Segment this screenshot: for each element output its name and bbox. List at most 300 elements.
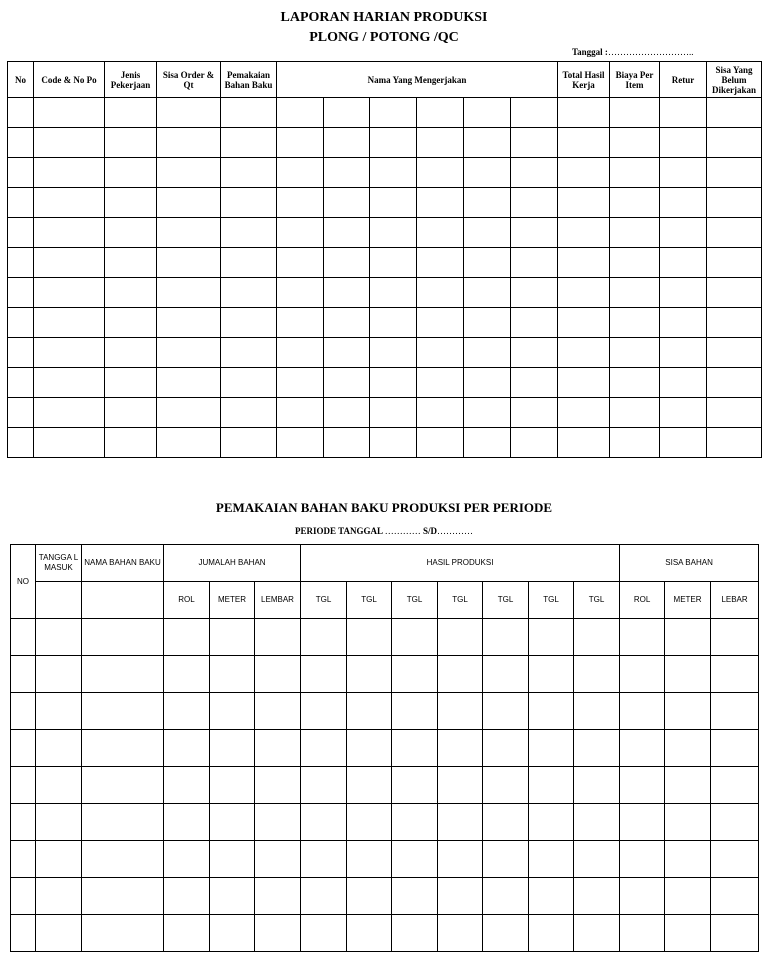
- empty-cell[interactable]: [277, 218, 324, 248]
- empty-cell[interactable]: [464, 128, 511, 158]
- empty-cell[interactable]: [36, 656, 82, 693]
- empty-cell[interactable]: [574, 767, 620, 804]
- empty-cell[interactable]: [370, 188, 417, 218]
- empty-cell[interactable]: [11, 767, 36, 804]
- empty-cell[interactable]: [620, 915, 665, 952]
- empty-cell[interactable]: [660, 428, 707, 458]
- empty-cell[interactable]: [392, 693, 438, 730]
- empty-cell[interactable]: [210, 656, 255, 693]
- empty-cell[interactable]: [105, 368, 157, 398]
- empty-cell[interactable]: [660, 218, 707, 248]
- empty-cell[interactable]: [707, 248, 762, 278]
- empty-cell[interactable]: [707, 308, 762, 338]
- empty-cell[interactable]: [558, 248, 610, 278]
- empty-cell[interactable]: [34, 398, 105, 428]
- empty-cell[interactable]: [255, 693, 301, 730]
- empty-cell[interactable]: [574, 693, 620, 730]
- empty-cell[interactable]: [392, 915, 438, 952]
- empty-cell[interactable]: [438, 656, 483, 693]
- empty-cell[interactable]: [392, 804, 438, 841]
- empty-cell[interactable]: [529, 730, 574, 767]
- empty-cell[interactable]: [464, 278, 511, 308]
- empty-cell[interactable]: [711, 878, 759, 915]
- empty-cell[interactable]: [707, 218, 762, 248]
- empty-cell[interactable]: [82, 804, 164, 841]
- empty-cell[interactable]: [8, 278, 34, 308]
- empty-cell[interactable]: [558, 128, 610, 158]
- empty-cell[interactable]: [221, 308, 277, 338]
- empty-cell[interactable]: [324, 338, 370, 368]
- empty-cell[interactable]: [660, 188, 707, 218]
- empty-cell[interactable]: [36, 693, 82, 730]
- empty-cell[interactable]: [574, 656, 620, 693]
- empty-cell[interactable]: [11, 915, 36, 952]
- empty-cell[interactable]: [464, 368, 511, 398]
- empty-cell[interactable]: [610, 158, 660, 188]
- empty-cell[interactable]: [347, 841, 392, 878]
- empty-cell[interactable]: [417, 248, 464, 278]
- empty-cell[interactable]: [105, 278, 157, 308]
- empty-cell[interactable]: [511, 248, 558, 278]
- empty-cell[interactable]: [34, 338, 105, 368]
- empty-cell[interactable]: [370, 428, 417, 458]
- empty-cell[interactable]: [558, 98, 610, 128]
- empty-cell[interactable]: [301, 656, 347, 693]
- empty-cell[interactable]: [574, 841, 620, 878]
- empty-cell[interactable]: [711, 656, 759, 693]
- empty-cell[interactable]: [529, 619, 574, 656]
- empty-cell[interactable]: [464, 98, 511, 128]
- empty-cell[interactable]: [370, 278, 417, 308]
- empty-cell[interactable]: [324, 188, 370, 218]
- empty-cell[interactable]: [438, 915, 483, 952]
- empty-cell[interactable]: [438, 767, 483, 804]
- empty-cell[interactable]: [164, 693, 210, 730]
- empty-cell[interactable]: [711, 915, 759, 952]
- empty-cell[interactable]: [529, 841, 574, 878]
- empty-cell[interactable]: [8, 398, 34, 428]
- empty-cell[interactable]: [610, 278, 660, 308]
- empty-cell[interactable]: [277, 398, 324, 428]
- empty-cell[interactable]: [610, 308, 660, 338]
- empty-cell[interactable]: [301, 804, 347, 841]
- empty-cell[interactable]: [392, 767, 438, 804]
- empty-cell[interactable]: [483, 878, 529, 915]
- empty-cell[interactable]: [660, 158, 707, 188]
- empty-cell[interactable]: [36, 841, 82, 878]
- empty-cell[interactable]: [574, 730, 620, 767]
- empty-cell[interactable]: [558, 338, 610, 368]
- empty-cell[interactable]: [105, 338, 157, 368]
- empty-cell[interactable]: [82, 767, 164, 804]
- empty-cell[interactable]: [511, 398, 558, 428]
- empty-cell[interactable]: [558, 368, 610, 398]
- empty-cell[interactable]: [157, 218, 221, 248]
- empty-cell[interactable]: [620, 767, 665, 804]
- empty-cell[interactable]: [157, 428, 221, 458]
- empty-cell[interactable]: [8, 428, 34, 458]
- empty-cell[interactable]: [558, 278, 610, 308]
- empty-cell[interactable]: [255, 656, 301, 693]
- empty-cell[interactable]: [36, 804, 82, 841]
- empty-cell[interactable]: [620, 619, 665, 656]
- empty-cell[interactable]: [417, 368, 464, 398]
- empty-cell[interactable]: [157, 368, 221, 398]
- empty-cell[interactable]: [347, 915, 392, 952]
- empty-cell[interactable]: [370, 398, 417, 428]
- empty-cell[interactable]: [511, 128, 558, 158]
- empty-cell[interactable]: [8, 128, 34, 158]
- empty-cell[interactable]: [255, 915, 301, 952]
- empty-cell[interactable]: [277, 128, 324, 158]
- empty-cell[interactable]: [417, 308, 464, 338]
- empty-cell[interactable]: [665, 804, 711, 841]
- empty-cell[interactable]: [529, 804, 574, 841]
- empty-cell[interactable]: [620, 878, 665, 915]
- empty-cell[interactable]: [105, 398, 157, 428]
- empty-cell[interactable]: [157, 158, 221, 188]
- empty-cell[interactable]: [707, 188, 762, 218]
- empty-cell[interactable]: [483, 804, 529, 841]
- empty-cell[interactable]: [157, 248, 221, 278]
- empty-cell[interactable]: [11, 841, 36, 878]
- empty-cell[interactable]: [417, 398, 464, 428]
- empty-cell[interactable]: [324, 308, 370, 338]
- empty-cell[interactable]: [255, 878, 301, 915]
- empty-cell[interactable]: [255, 767, 301, 804]
- empty-cell[interactable]: [665, 915, 711, 952]
- empty-cell[interactable]: [105, 428, 157, 458]
- empty-cell[interactable]: [157, 338, 221, 368]
- empty-cell[interactable]: [11, 878, 36, 915]
- empty-cell[interactable]: [529, 878, 574, 915]
- empty-cell[interactable]: [620, 693, 665, 730]
- empty-cell[interactable]: [301, 730, 347, 767]
- empty-cell[interactable]: [392, 878, 438, 915]
- empty-cell[interactable]: [157, 308, 221, 338]
- empty-cell[interactable]: [610, 368, 660, 398]
- empty-cell[interactable]: [370, 158, 417, 188]
- empty-cell[interactable]: [665, 656, 711, 693]
- empty-cell[interactable]: [36, 730, 82, 767]
- empty-cell[interactable]: [8, 188, 34, 218]
- empty-cell[interactable]: [301, 915, 347, 952]
- empty-cell[interactable]: [665, 693, 711, 730]
- empty-cell[interactable]: [324, 278, 370, 308]
- empty-cell[interactable]: [707, 158, 762, 188]
- empty-cell[interactable]: [8, 338, 34, 368]
- empty-cell[interactable]: [558, 188, 610, 218]
- empty-cell[interactable]: [221, 398, 277, 428]
- empty-cell[interactable]: [8, 158, 34, 188]
- empty-cell[interactable]: [464, 398, 511, 428]
- empty-cell[interactable]: [370, 248, 417, 278]
- empty-cell[interactable]: [483, 656, 529, 693]
- empty-cell[interactable]: [610, 128, 660, 158]
- empty-cell[interactable]: [164, 878, 210, 915]
- empty-cell[interactable]: [157, 98, 221, 128]
- empty-cell[interactable]: [707, 368, 762, 398]
- empty-cell[interactable]: [610, 248, 660, 278]
- empty-cell[interactable]: [438, 619, 483, 656]
- empty-cell[interactable]: [324, 218, 370, 248]
- empty-cell[interactable]: [34, 248, 105, 278]
- empty-cell[interactable]: [610, 338, 660, 368]
- empty-cell[interactable]: [558, 398, 610, 428]
- empty-cell[interactable]: [210, 767, 255, 804]
- empty-cell[interactable]: [164, 841, 210, 878]
- empty-cell[interactable]: [277, 368, 324, 398]
- empty-cell[interactable]: [164, 915, 210, 952]
- empty-cell[interactable]: [417, 338, 464, 368]
- empty-cell[interactable]: [34, 218, 105, 248]
- empty-cell[interactable]: [324, 128, 370, 158]
- empty-cell[interactable]: [574, 804, 620, 841]
- empty-cell[interactable]: [464, 218, 511, 248]
- empty-cell[interactable]: [164, 656, 210, 693]
- empty-cell[interactable]: [707, 398, 762, 428]
- empty-cell[interactable]: [11, 693, 36, 730]
- empty-cell[interactable]: [483, 767, 529, 804]
- empty-cell[interactable]: [660, 278, 707, 308]
- empty-cell[interactable]: [277, 98, 324, 128]
- empty-cell[interactable]: [8, 98, 34, 128]
- empty-cell[interactable]: [82, 878, 164, 915]
- empty-cell[interactable]: [277, 188, 324, 218]
- empty-cell[interactable]: [82, 915, 164, 952]
- empty-cell[interactable]: [82, 693, 164, 730]
- empty-cell[interactable]: [370, 368, 417, 398]
- empty-cell[interactable]: [610, 428, 660, 458]
- empty-cell[interactable]: [529, 656, 574, 693]
- empty-cell[interactable]: [511, 368, 558, 398]
- empty-cell[interactable]: [620, 656, 665, 693]
- empty-cell[interactable]: [105, 218, 157, 248]
- empty-cell[interactable]: [574, 915, 620, 952]
- empty-cell[interactable]: [210, 693, 255, 730]
- empty-cell[interactable]: [11, 619, 36, 656]
- empty-cell[interactable]: [157, 278, 221, 308]
- empty-cell[interactable]: [417, 98, 464, 128]
- empty-cell[interactable]: [164, 730, 210, 767]
- empty-cell[interactable]: [438, 804, 483, 841]
- empty-cell[interactable]: [464, 308, 511, 338]
- empty-cell[interactable]: [82, 841, 164, 878]
- empty-cell[interactable]: [438, 730, 483, 767]
- empty-cell[interactable]: [36, 878, 82, 915]
- empty-cell[interactable]: [464, 248, 511, 278]
- empty-cell[interactable]: [665, 730, 711, 767]
- empty-cell[interactable]: [511, 218, 558, 248]
- empty-cell[interactable]: [370, 218, 417, 248]
- empty-cell[interactable]: [34, 278, 105, 308]
- empty-cell[interactable]: [417, 218, 464, 248]
- empty-cell[interactable]: [707, 98, 762, 128]
- empty-cell[interactable]: [511, 98, 558, 128]
- empty-cell[interactable]: [511, 158, 558, 188]
- empty-cell[interactable]: [210, 878, 255, 915]
- empty-cell[interactable]: [347, 730, 392, 767]
- empty-cell[interactable]: [665, 841, 711, 878]
- empty-cell[interactable]: [301, 841, 347, 878]
- empty-cell[interactable]: [8, 368, 34, 398]
- empty-cell[interactable]: [324, 248, 370, 278]
- empty-cell[interactable]: [511, 278, 558, 308]
- empty-cell[interactable]: [221, 128, 277, 158]
- empty-cell[interactable]: [464, 188, 511, 218]
- empty-cell[interactable]: [417, 428, 464, 458]
- empty-cell[interactable]: [34, 368, 105, 398]
- empty-cell[interactable]: [277, 308, 324, 338]
- empty-cell[interactable]: [483, 619, 529, 656]
- empty-cell[interactable]: [34, 98, 105, 128]
- empty-cell[interactable]: [438, 693, 483, 730]
- empty-cell[interactable]: [711, 841, 759, 878]
- empty-cell[interactable]: [711, 619, 759, 656]
- empty-cell[interactable]: [620, 841, 665, 878]
- empty-cell[interactable]: [660, 248, 707, 278]
- empty-cell[interactable]: [82, 730, 164, 767]
- empty-cell[interactable]: [36, 915, 82, 952]
- empty-cell[interactable]: [221, 428, 277, 458]
- empty-cell[interactable]: [464, 158, 511, 188]
- empty-cell[interactable]: [164, 804, 210, 841]
- empty-cell[interactable]: [707, 128, 762, 158]
- empty-cell[interactable]: [221, 98, 277, 128]
- empty-cell[interactable]: [483, 693, 529, 730]
- empty-cell[interactable]: [8, 308, 34, 338]
- empty-cell[interactable]: [438, 878, 483, 915]
- empty-cell[interactable]: [11, 804, 36, 841]
- empty-cell[interactable]: [221, 368, 277, 398]
- empty-cell[interactable]: [417, 158, 464, 188]
- empty-cell[interactable]: [417, 128, 464, 158]
- empty-cell[interactable]: [417, 278, 464, 308]
- empty-cell[interactable]: [34, 428, 105, 458]
- empty-cell[interactable]: [483, 730, 529, 767]
- empty-cell[interactable]: [711, 730, 759, 767]
- empty-cell[interactable]: [210, 730, 255, 767]
- empty-cell[interactable]: [36, 767, 82, 804]
- empty-cell[interactable]: [392, 619, 438, 656]
- empty-cell[interactable]: [370, 338, 417, 368]
- empty-cell[interactable]: [574, 619, 620, 656]
- empty-cell[interactable]: [11, 656, 36, 693]
- empty-cell[interactable]: [105, 308, 157, 338]
- empty-cell[interactable]: [347, 619, 392, 656]
- empty-cell[interactable]: [660, 398, 707, 428]
- empty-cell[interactable]: [511, 188, 558, 218]
- empty-cell[interactable]: [210, 841, 255, 878]
- empty-cell[interactable]: [707, 278, 762, 308]
- empty-cell[interactable]: [558, 428, 610, 458]
- empty-cell[interactable]: [164, 619, 210, 656]
- empty-cell[interactable]: [34, 128, 105, 158]
- empty-cell[interactable]: [210, 915, 255, 952]
- empty-cell[interactable]: [620, 730, 665, 767]
- empty-cell[interactable]: [255, 841, 301, 878]
- empty-cell[interactable]: [277, 158, 324, 188]
- empty-cell[interactable]: [255, 804, 301, 841]
- empty-cell[interactable]: [11, 730, 36, 767]
- empty-cell[interactable]: [483, 915, 529, 952]
- empty-cell[interactable]: [610, 398, 660, 428]
- empty-cell[interactable]: [610, 98, 660, 128]
- empty-cell[interactable]: [558, 308, 610, 338]
- empty-cell[interactable]: [511, 338, 558, 368]
- empty-cell[interactable]: [82, 656, 164, 693]
- empty-cell[interactable]: [511, 428, 558, 458]
- empty-cell[interactable]: [221, 248, 277, 278]
- empty-cell[interactable]: [255, 730, 301, 767]
- empty-cell[interactable]: [511, 308, 558, 338]
- empty-cell[interactable]: [324, 428, 370, 458]
- empty-cell[interactable]: [660, 98, 707, 128]
- empty-cell[interactable]: [210, 804, 255, 841]
- empty-cell[interactable]: [464, 338, 511, 368]
- empty-cell[interactable]: [164, 767, 210, 804]
- empty-cell[interactable]: [392, 730, 438, 767]
- empty-cell[interactable]: [324, 158, 370, 188]
- empty-cell[interactable]: [558, 158, 610, 188]
- empty-cell[interactable]: [660, 338, 707, 368]
- empty-cell[interactable]: [347, 693, 392, 730]
- empty-cell[interactable]: [347, 804, 392, 841]
- empty-cell[interactable]: [221, 158, 277, 188]
- empty-cell[interactable]: [370, 128, 417, 158]
- empty-cell[interactable]: [8, 248, 34, 278]
- empty-cell[interactable]: [707, 428, 762, 458]
- empty-cell[interactable]: [277, 278, 324, 308]
- empty-cell[interactable]: [301, 878, 347, 915]
- empty-cell[interactable]: [221, 218, 277, 248]
- empty-cell[interactable]: [301, 619, 347, 656]
- empty-cell[interactable]: [105, 188, 157, 218]
- empty-cell[interactable]: [392, 841, 438, 878]
- empty-cell[interactable]: [8, 218, 34, 248]
- empty-cell[interactable]: [34, 308, 105, 338]
- empty-cell[interactable]: [558, 218, 610, 248]
- empty-cell[interactable]: [36, 619, 82, 656]
- empty-cell[interactable]: [529, 693, 574, 730]
- empty-cell[interactable]: [370, 98, 417, 128]
- empty-cell[interactable]: [660, 308, 707, 338]
- empty-cell[interactable]: [464, 428, 511, 458]
- empty-cell[interactable]: [221, 188, 277, 218]
- empty-cell[interactable]: [347, 656, 392, 693]
- empty-cell[interactable]: [665, 767, 711, 804]
- empty-cell[interactable]: [707, 338, 762, 368]
- empty-cell[interactable]: [483, 841, 529, 878]
- empty-cell[interactable]: [529, 915, 574, 952]
- empty-cell[interactable]: [665, 878, 711, 915]
- empty-cell[interactable]: [417, 188, 464, 218]
- empty-cell[interactable]: [210, 619, 255, 656]
- empty-cell[interactable]: [347, 767, 392, 804]
- empty-cell[interactable]: [438, 841, 483, 878]
- empty-cell[interactable]: [392, 656, 438, 693]
- empty-cell[interactable]: [324, 398, 370, 428]
- empty-cell[interactable]: [105, 158, 157, 188]
- empty-cell[interactable]: [610, 188, 660, 218]
- empty-cell[interactable]: [105, 128, 157, 158]
- empty-cell[interactable]: [324, 98, 370, 128]
- empty-cell[interactable]: [277, 338, 324, 368]
- empty-cell[interactable]: [324, 368, 370, 398]
- empty-cell[interactable]: [34, 158, 105, 188]
- empty-cell[interactable]: [620, 804, 665, 841]
- empty-cell[interactable]: [277, 248, 324, 278]
